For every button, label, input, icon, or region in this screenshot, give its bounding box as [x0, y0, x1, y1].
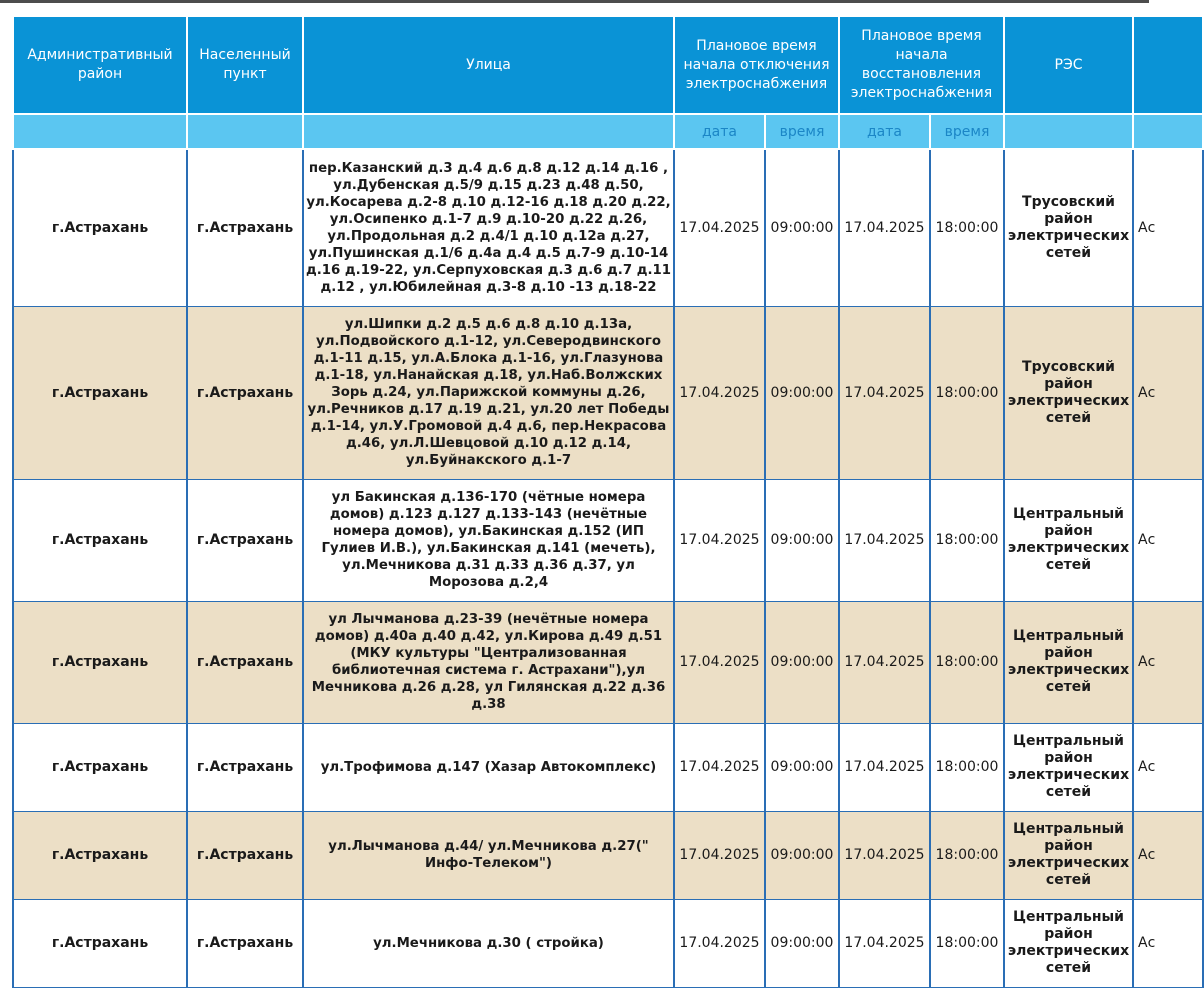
- header-district: Административный район: [13, 16, 187, 114]
- cell-district: г.Астрахань: [13, 306, 187, 479]
- subheader-on-time: время: [930, 114, 1004, 149]
- cell-street: пер.Казанский д.3 д.4 д.6 д.8 д.12 д.14 д.16 , ул.Дубенская д.5/9 д.15 д.23 д.48 д.50, ул.Косарева д.2-8 д.10 д.12-16 д.18 д.20 д.22, ул.Осипенко д.1-7 д.9 д.10-20 д.22 д.26, ул.Продольная д.2 д.4/1 д.10 д.12а д.27, ул.Пушинская д.1/6 д.4а д.4 д.5 д.7-9 д.10-14 д.16 д.19-22, ул.Серпуховская д.3 д.6 д.7 д.11 д.12 , ул.Юбилейная д.3-8 д.10 -13 д.18-22: [303, 149, 674, 306]
- cell-locality: г.Астрахань: [187, 811, 303, 899]
- cell-on-date: 17.04.2025: [839, 306, 930, 479]
- cell-district: г.Астрахань: [13, 149, 187, 306]
- table-row: [13, 811, 1203, 899]
- table-row: [13, 306, 1203, 479]
- outage-table-container[interactable]: [12, 15, 1156, 988]
- cell-res: Центральный район электрических сетей: [1004, 723, 1133, 811]
- cell-off-date: 17.04.2025: [674, 306, 765, 479]
- cell-extra: Ас: [1133, 811, 1203, 899]
- cell-off-date: 17.04.2025: [674, 811, 765, 899]
- cell-res: Центральный район электрических сетей: [1004, 601, 1133, 723]
- cell-off-time: 09:00:00: [765, 149, 839, 306]
- subheader-empty: [1133, 114, 1203, 149]
- subheader-off-date: дата: [674, 114, 765, 149]
- subheader-off-time: время: [765, 114, 839, 149]
- cell-street: ул.Шипки д.2 д.5 д.6 д.8 д.10 д.13а, ул.Подвойского д.1-12, ул.Северодвинского д.1-11 д.15, ул.А.Блока д.1-16, ул.Глазунова д.1-18, ул.Нанайская д.18, ул.Наб.Волжских Зорь д.24, ул.Парижской коммуны д.26, ул.Речников д.17 д.19 д.21, ул.20 лет Победы д.1-14, ул.У.Громовой д.4 д.6, пер.Некрасова д.46, ул.Л.Шевцовой д.10 д.12 д.14, ул.Буйнакского д.1-7: [303, 306, 674, 479]
- cell-on-date: 17.04.2025: [839, 149, 930, 306]
- subheader-on-date: дата: [839, 114, 930, 149]
- cell-district: г.Астрахань: [13, 899, 187, 987]
- cell-off-date: 17.04.2025: [674, 899, 765, 987]
- cell-on-date: 17.04.2025: [839, 479, 930, 601]
- cell-off-time: 09:00:00: [765, 899, 839, 987]
- cell-res: Трусовский район электрических сетей: [1004, 306, 1133, 479]
- cell-off-date: 17.04.2025: [674, 149, 765, 306]
- cell-locality: г.Астрахань: [187, 149, 303, 306]
- cell-extra: Ас: [1133, 306, 1203, 479]
- top-border: [0, 0, 1149, 3]
- cell-street: ул Бакинская д.136-170 (чётные номера домов) д.123 д.127 д.133-143 (нечётные номера домов), ул.Бакинская д.152 (ИП Гулиев И.В.), ул.Бакинская д.141 (мечеть), ул.Мечникова д.31 д.33 д.36 д.37, ул Морозова д.2,4: [303, 479, 674, 601]
- cell-on-date: 17.04.2025: [839, 811, 930, 899]
- cell-on-time: 18:00:00: [930, 723, 1004, 811]
- cell-locality: г.Астрахань: [187, 306, 303, 479]
- cell-on-date: 17.04.2025: [839, 899, 930, 987]
- table-row: [13, 899, 1203, 987]
- cell-district: г.Астрахань: [13, 811, 187, 899]
- cell-locality: г.Астрахань: [187, 479, 303, 601]
- cell-on-time: 18:00:00: [930, 601, 1004, 723]
- table-row: [13, 601, 1203, 723]
- header-on-time: Плановое время начала восстановления электроснабжения: [839, 16, 1004, 114]
- cell-off-time: 09:00:00: [765, 601, 839, 723]
- cell-extra: Ас: [1133, 899, 1203, 987]
- table-row: [13, 723, 1203, 811]
- cell-on-time: 18:00:00: [930, 899, 1004, 987]
- subheader-empty: [1004, 114, 1133, 149]
- subheader-empty: [187, 114, 303, 149]
- cell-locality: г.Астрахань: [187, 899, 303, 987]
- cell-street: ул.Трофимова д.147 (Хазар Автокомплекс): [303, 723, 674, 811]
- subheader-empty: [13, 114, 187, 149]
- header-res: РЭС: [1004, 16, 1133, 114]
- cell-off-time: 09:00:00: [765, 479, 839, 601]
- cell-extra: Ас: [1133, 601, 1203, 723]
- cell-on-time: 18:00:00: [930, 811, 1004, 899]
- header-locality: Населенный пункт: [187, 16, 303, 114]
- cell-locality: г.Астрахань: [187, 601, 303, 723]
- cell-district: г.Астрахань: [13, 479, 187, 601]
- cell-extra: Ас: [1133, 479, 1203, 601]
- cell-res: Центральный район электрических сетей: [1004, 811, 1133, 899]
- cell-on-time: 18:00:00: [930, 479, 1004, 601]
- header-street: Улица: [303, 16, 674, 114]
- header-off-time: Плановое время начала отключения электроснабжения: [674, 16, 839, 114]
- cell-district: г.Астрахань: [13, 601, 187, 723]
- cell-off-date: 17.04.2025: [674, 723, 765, 811]
- outage-table: [12, 15, 1204, 988]
- cell-res: Центральный район электрических сетей: [1004, 479, 1133, 601]
- cell-district: г.Астрахань: [13, 723, 187, 811]
- cell-extra: Ас: [1133, 149, 1203, 306]
- table-row: [13, 149, 1203, 306]
- header-row: [13, 16, 1203, 114]
- subheader-row: [13, 114, 1203, 149]
- cell-on-date: 17.04.2025: [839, 601, 930, 723]
- cell-off-date: 17.04.2025: [674, 601, 765, 723]
- cell-on-time: 18:00:00: [930, 306, 1004, 479]
- cell-locality: г.Астрахань: [187, 723, 303, 811]
- cell-extra: Ас: [1133, 723, 1203, 811]
- cell-street: ул.Мечникова д.30 ( стройка): [303, 899, 674, 987]
- cell-off-time: 09:00:00: [765, 306, 839, 479]
- cell-res: Трусовский район электрических сетей: [1004, 149, 1133, 306]
- cell-off-time: 09:00:00: [765, 811, 839, 899]
- cell-on-date: 17.04.2025: [839, 723, 930, 811]
- cell-res: Центральный район электрических сетей: [1004, 899, 1133, 987]
- header-extra: [1133, 16, 1203, 114]
- cell-street: ул.Лычманова д.44/ ул.Мечникова д.27(" Инфо-Телеком"): [303, 811, 674, 899]
- cell-street: ул Лычманова д.23-39 (нечётные номера домов) д.40а д.40 д.42, ул.Кирова д.49 д.51 (МКУ культуры "Централизованная библиотечная система г. Астрахани"),ул Мечникова д.26 д.28, ул Гилянская д.22 д.36 д.38: [303, 601, 674, 723]
- cell-off-time: 09:00:00: [765, 723, 839, 811]
- table-row: [13, 479, 1203, 601]
- subheader-empty: [303, 114, 674, 149]
- cell-off-date: 17.04.2025: [674, 479, 765, 601]
- cell-on-time: 18:00:00: [930, 149, 1004, 306]
